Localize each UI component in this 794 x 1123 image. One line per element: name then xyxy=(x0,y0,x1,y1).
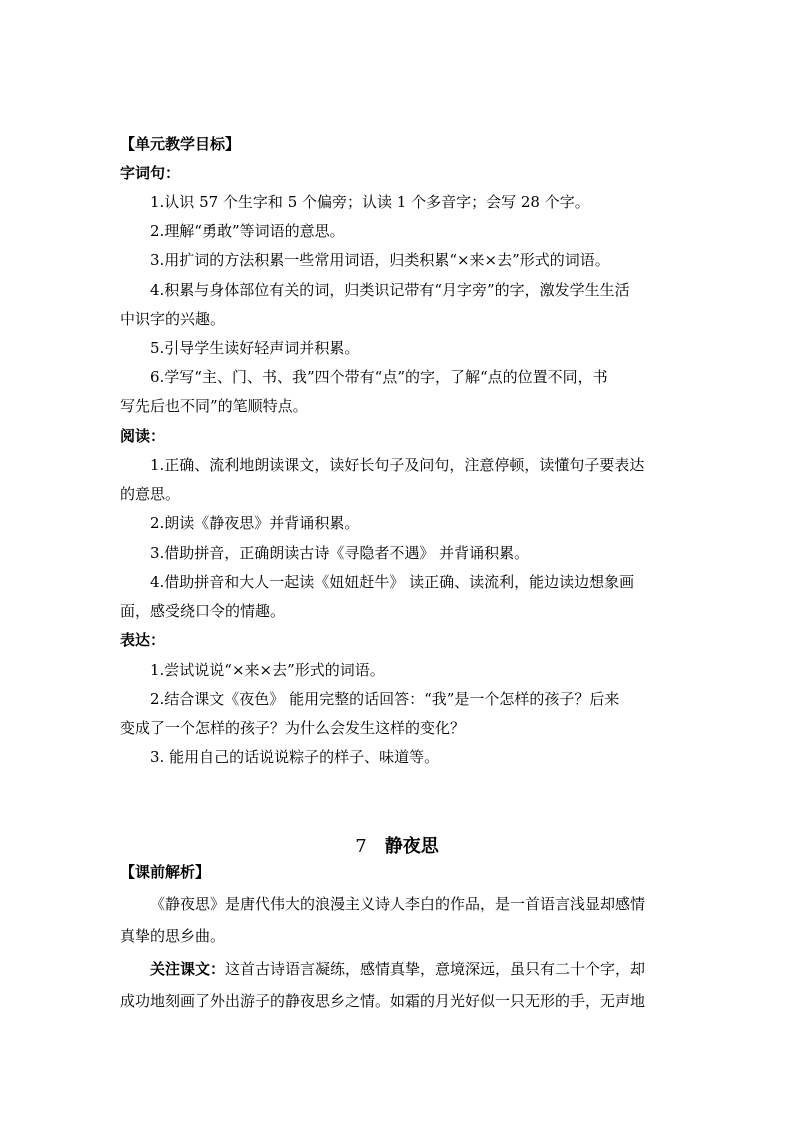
expression-item-1: 1.尝试说说“×来×去”形式的词语。 xyxy=(150,661,385,679)
expression-item-3: 3. 能用自己的话说说粽子的样子、味道等。 xyxy=(150,748,440,766)
words-section-heading: 字词句： xyxy=(120,164,181,182)
focus-label: 关注课文： xyxy=(150,960,226,978)
lesson-title xyxy=(0,835,794,859)
reading-section-heading: 阅读： xyxy=(120,427,166,445)
analysis-heading: 【课前解析】 xyxy=(120,863,211,881)
expression-section-heading: 表达： xyxy=(120,631,166,649)
focus-line-2: 成功地刻画了外出游子的静夜思乡之情。如霜的月光好似一只无形的手，无声地 xyxy=(120,992,646,1010)
lesson-number: 7 xyxy=(355,836,367,857)
words-item-6-line-1: 6.学写“主、门、书、我”四个带有“点”的字，了解“点的位置不同，书 xyxy=(150,368,608,386)
words-item-4-line-1: 4.积累与身体部位有关的词，归类识记带有“月字旁”的字，激发学生生活 xyxy=(150,281,630,299)
reading-item-1-line-2: 的意思。 xyxy=(120,485,181,503)
reading-item-4-line-1: 4.借助拼音和大人一起读《妞妞赶牛》 读正确、读流利，能边读边想象画 xyxy=(150,573,635,591)
unit-goals-heading: 【单元教学目标】 xyxy=(120,135,241,153)
analysis-line-2: 真挚的思乡曲。 xyxy=(120,927,226,945)
reading-item-3: 3.借助拼音，正确朗读古诗《寻隐者不遇》 并背诵积累。 xyxy=(150,544,530,562)
focus-text: 这首古诗语言凝练，感情真挚，意境深远，虽只有二十个字，却 xyxy=(225,960,646,978)
words-item-3: 3.用扩词的方法积累一些常用词语，归类积累“×来×去”形式的词语。 xyxy=(150,251,610,269)
analysis-line-1: 《静夜思》是唐代伟大的浪漫主义诗人李白的作品，是一首语言浅显却感情 xyxy=(150,895,646,913)
focus-line-1 xyxy=(150,959,645,979)
expression-item-2-line-1: 2.结合课文《夜色》 能用完整的话回答：“我”是一个怎样的孩子？后来 xyxy=(150,690,620,708)
words-item-1: 1.认识 57 个生字和 5 个偏旁；认读 1 个多音字；会写 28 个字。 xyxy=(150,193,590,211)
words-item-4-line-2: 中识字的兴趣。 xyxy=(120,310,226,328)
reading-item-4-line-2: 面，感受绕口令的情趣。 xyxy=(120,602,286,620)
reading-item-2: 2.朗读《静夜思》并背诵积累。 xyxy=(150,514,360,532)
reading-item-1-line-1: 1.正确、流利地朗读课文，读好长句子及问句，注意停顿，读懂句子要表达 xyxy=(150,456,645,474)
lesson-title-text: 静夜思 xyxy=(384,836,439,857)
expression-item-2-line-2: 变成了一个怎样的孩子？为什么会发生这样的变化？ xyxy=(120,719,466,737)
words-item-5: 5.引导学生读好轻声词并积累。 xyxy=(150,339,360,357)
words-item-6-line-2: 写先后也不同”的笔顺特点。 xyxy=(120,397,308,415)
words-item-2: 2.理解“勇敢”等词语的意思。 xyxy=(150,222,345,240)
